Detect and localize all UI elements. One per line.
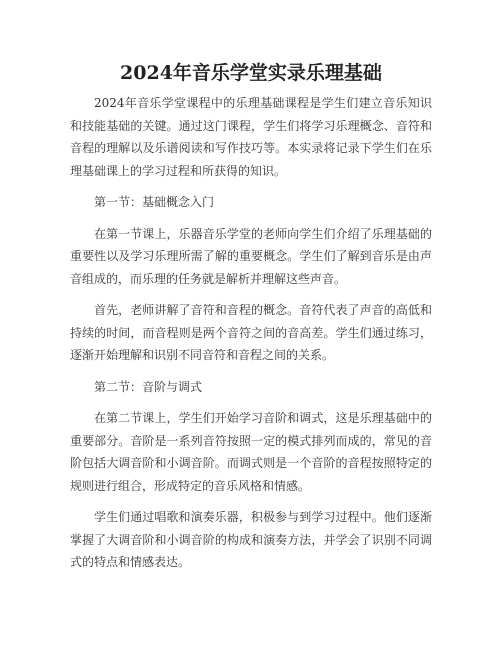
document-body: [70, 92, 432, 583]
intro-paragraph: 2024年音乐学堂课程中的乐理基础课程是学生们建立音乐知识和技能基础的关键。通过这门课程，学生们将学习乐理概念、音符和音程的理解以及乐谱阅读和写作技巧等。本实录将记录下学生们在乐理基础课上的学习过程和所获得的知识。: [70, 96, 432, 178]
section-2-heading: 第二节：音阶与调式: [94, 379, 203, 394]
section-1-paragraph-1: 在第一节课上，乐器音乐学堂的老师向学生们介绍了乐理基础的重要性以及学习乐理所需了解的重要概念。学生们了解到音乐是由声音组成的，而乐理的任务就是解析并理解这些声音。: [70, 226, 432, 286]
section-2-paragraph-1: 在第二节课上，学生们开始学习音阶和调式，这是乐理基础中的重要部分。音阶是一系列音符按照一定的模式排列而成的，常见的音阶包括大调音阶和小调音阶。而调式则是一个音阶的音程按照特定的规则进行组合，形成特定的音乐风格和情感。: [70, 411, 432, 493]
page-title: 2024年音乐学堂实录乐理基础: [120, 62, 382, 84]
section-1-paragraph-2: 首先，老师讲解了音符和音程的概念。音符代表了声音的高低和持续的时间，而音程则是两个音符之间的音高差。学生们通过练习，逐渐开始理解和识别不同音符和音程之间的关系。: [70, 303, 432, 362]
section-1-heading: 第一节：基础概念入门: [94, 195, 215, 209]
section-2-paragraph-2: 学生们通过唱歌和演奏乐器，积极参与到学习过程中。他们逐渐掌握了大调音阶和小调音阶的构成和演奏方法，并学会了识别不同调式的特点和情感表达。: [70, 510, 432, 569]
